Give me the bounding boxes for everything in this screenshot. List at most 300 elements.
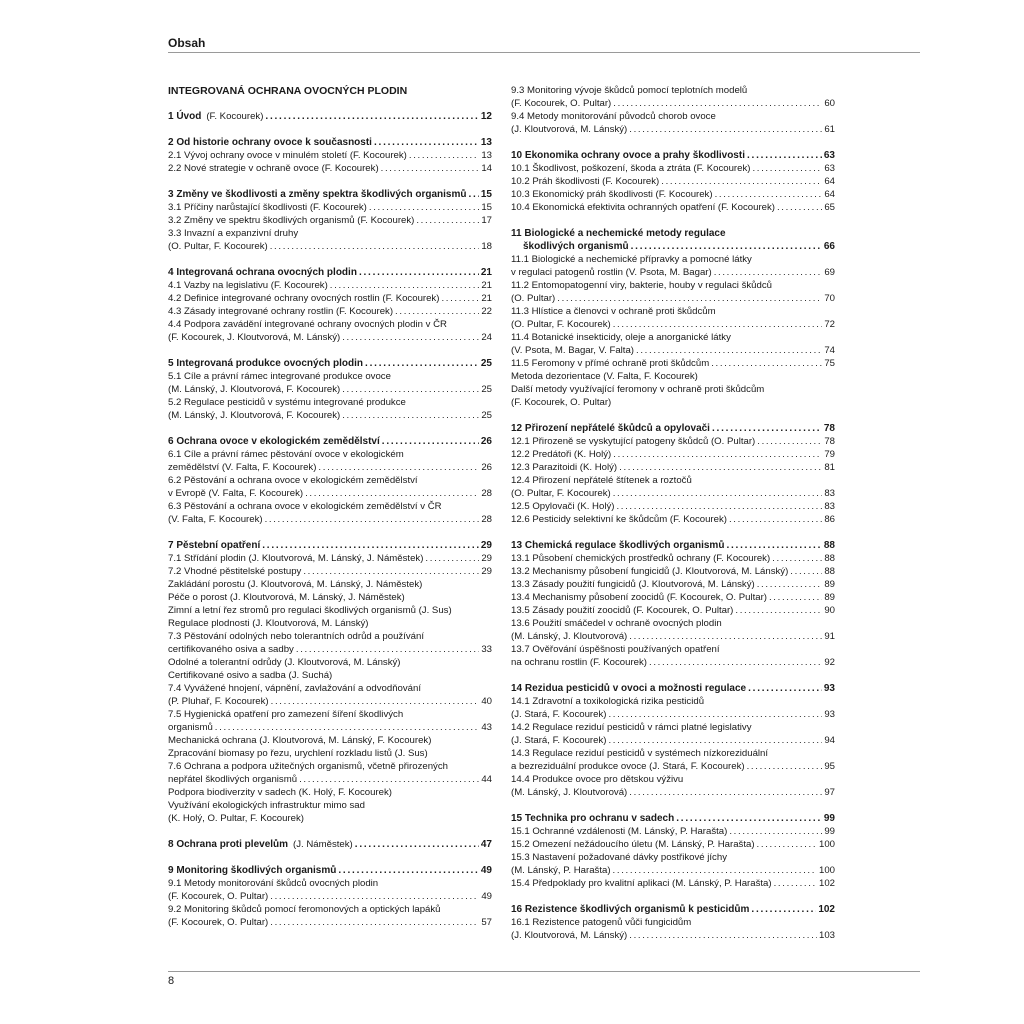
toc-entry [511,474,835,487]
toc-page-number: 12 [480,111,492,122]
toc-entry [511,734,835,747]
toc-entry [511,552,835,565]
toc-page-number: 78 [824,436,835,447]
toc-entry-title: (M. Lánský, J. Kloutvorová) [511,787,628,798]
toc-dot-leader [619,461,822,474]
toc-page-number: 102 [818,904,835,915]
toc-dot-leader [772,552,822,565]
toc-entry-title: (F. Kocourek, O. Pultar) [168,891,269,902]
toc-dot-leader [215,721,480,734]
toc-entry [168,734,492,747]
toc-chapter-heading [168,266,492,279]
toc-dot-leader [649,656,822,669]
toc-entry-title: (P. Pluhař, F. Kocourek) [168,696,269,707]
toc-section [168,357,492,422]
toc-entry-title: škodlivých organismů [523,241,629,252]
toc-entry-title: 12.5 Opylovači (K. Holý) [511,501,615,512]
toc-dot-leader [355,838,479,851]
toc-entry [511,864,835,877]
toc-entry-title: v Evropě (V. Falta, F. Kocourek) [168,488,304,499]
toc-page-number: 61 [824,124,835,135]
toc-page-number: 21 [481,293,492,304]
toc-entry-title: 12.6 Pesticidy selektivní ke škůdcům (F. Kocourek) [511,514,727,525]
toc-section [511,682,835,799]
toc-entry-title: (M. Lánský, J. Kloutvorová, F. Kocourek) [168,384,341,395]
toc-entry-title: 9.3 Monitoring vývoje škůdců pomocí teplotních modelů [511,85,748,96]
toc-entry [168,565,492,578]
toc-entry-title: 10.3 Ekonomický práh škodlivosti (F. Kocourek) [511,189,713,200]
toc-section [168,266,492,344]
toc-dot-leader [715,188,823,201]
toc-page-number: 44 [481,774,492,785]
toc-section [168,539,492,825]
toc-entry [168,201,492,214]
toc-entry-title: organismů [168,722,213,733]
toc-entry-title: 4.1 Vazby na legislativu (F. Kocourek) [168,280,328,291]
toc-page-number: 29 [480,540,492,551]
toc-dot-leader [629,123,822,136]
toc-entry [168,305,492,318]
toc-dot-leader [395,305,479,318]
toc-entry-title: 6.1 Cíle a právní rámec pěstování ovoce v ekologickém [168,449,404,460]
toc-entry-title: 11.2 Entomopatogenní viry, bakterie, houby v regulaci škůdců [511,280,772,291]
toc-page-number: 66 [823,241,835,252]
toc-entry [168,448,492,461]
toc-chapter-heading [168,136,492,149]
toc-page-number: 103 [818,930,835,941]
header-rule [168,52,920,53]
toc-entry-title: 14.4 Produkce ovoce pro dětskou výživu [511,774,684,785]
toc-entry [511,162,835,175]
toc-page-number: 22 [481,306,492,317]
toc-entry-title: 3.2 Změny ve spektru škodlivých organismů (F. Kocourek) [168,215,415,226]
toc-entry-title: (M. Lánský, J. Kloutvorová, F. Kocourek) [168,410,341,421]
toc-page-number: 24 [481,332,492,343]
toc-dot-leader [769,591,822,604]
toc-entry-title: Certifikované osivo a sadba (J. Suchá) [168,670,333,681]
toc-dot-leader [777,201,822,214]
toc-page-number: 26 [480,436,492,447]
toc-entry-title: 12.3 Parazitoidi (K. Holý) [511,462,618,473]
toc-dot-leader [425,552,479,565]
toc-entry [511,279,835,292]
toc-chapter-heading [168,188,492,201]
toc-dot-leader [342,331,479,344]
toc-page-number: 13 [481,150,492,161]
toc-entry [168,370,492,383]
toc-dot-leader [381,162,480,175]
toc-page-number: 97 [824,787,835,798]
toc-entry [511,305,835,318]
toc-dot-leader [338,864,479,877]
toc-entry [168,656,492,669]
toc-entry [511,578,835,591]
toc-entry-title: Zpracování biomasy po řezu, urychlení rozkladu listů (J. Sus) [168,748,428,759]
toc-entry [168,240,492,253]
toc-entry-title: (M. Lánský, J. Kloutvorová) [511,631,628,642]
toc-entry [511,604,835,617]
toc-chapter-heading [511,149,835,162]
toc-entry [168,903,492,916]
toc-dot-leader [557,292,822,305]
toc-entry-title: (M. Lánský, P. Harašta) [511,865,611,876]
toc-entry-title: 10.2 Práh škodlivosti (F. Kocourek) [511,176,660,187]
document-title: INTEGROVANÁ OCHRANA OVOCNÝCH PLODIN [168,85,408,97]
toc-entry-title: Podpora biodiverzity v sadech (K. Holý, F. Kocourek) [168,787,392,798]
toc-section [168,188,492,253]
running-header: Obsah [168,36,206,50]
toc-entry-title: 7.2 Vhodné pěstitelské postupy [168,566,302,577]
toc-entry [168,669,492,682]
toc-entry [168,552,492,565]
toc-page-number: 99 [823,813,835,824]
toc-entry-title: 3.1 Příčiny narůstající škodlivosti (F. Kocourek) [168,202,367,213]
toc-entry [168,799,492,812]
toc-entry-title: (O. Pultar, F. Kocourek) [511,319,611,330]
toc-entry-title: 2.1 Vývoj ochrany ovoce v minulém století (F. Kocourek) [168,150,407,161]
toc-entry [168,747,492,760]
toc-entry-title: 7.5 Hygienická opatření pro zamezení šíření škodlivých [168,709,404,720]
toc-entry-title: (O. Pultar) [511,293,556,304]
toc-entry-title: (J. Stará, F. Kocourek) [511,735,607,746]
toc-dot-leader [636,344,822,357]
toc-page-number: 89 [824,579,835,590]
toc-entry-title: Odolné a tolerantní odrůdy (J. Kloutvorová, M. Lánský) [168,657,401,668]
toc-entry [168,721,492,734]
toc-entry [511,253,835,266]
toc-dot-leader [747,760,823,773]
toc-entry [168,279,492,292]
toc-dot-leader [265,513,480,526]
toc-column-left [168,110,492,942]
toc-entry [168,409,492,422]
toc-page-number: 95 [824,761,835,772]
toc-page-number: 60 [824,98,835,109]
toc-page-number: 70 [824,293,835,304]
toc-page-number: 40 [481,696,492,707]
toc-dot-leader [409,149,479,162]
toc-entry [168,149,492,162]
toc-entry [168,227,492,240]
toc-dot-leader [416,214,479,227]
toc-page-number: 13 [480,137,492,148]
toc-entry-title: nepřátel škodlivých organismů [168,774,298,785]
toc-entry-title: 6 Ochrana ovoce v ekologickém zemědělství [168,436,380,447]
toc-entry-title: 6.3 Pěstování a ochrana ovoce v ekologickém zemědělství v ČR [168,501,442,512]
toc-entry-title: 14 Rezidua pesticidů v ovoci a možnosti regulace [511,683,747,694]
toc-dot-leader [342,383,479,396]
toc-entry-title: 10.4 Ekonomická efektivita ochranných opatření (F. Kocourek) [511,202,775,213]
toc-entry [511,188,835,201]
toc-entry-title: 14.2 Regulace reziduí pesticidů v rámci platné legislativy [511,722,752,733]
toc-entry-title: 13.7 Ověřování úspěšnosti používaných opatření [511,644,720,655]
toc-entry [168,383,492,396]
toc-entry-title: Využívání ekologických infrastruktur mimo sad [168,800,365,811]
toc-dot-leader [359,266,479,279]
toc-chapter-heading [168,539,492,552]
toc-entry [511,357,835,370]
toc-page-number: 49 [481,891,492,902]
toc-dot-leader [757,435,822,448]
toc-page-number: 25 [480,358,492,369]
toc-entry [511,292,835,305]
toc-entry [511,84,835,97]
toc-entry-title: 5.1 Cíle a právní rámec integrované produkce ovoce [168,371,391,382]
toc-entry-title: 7 Pěstební opatření [168,540,261,551]
toc-entry [168,591,492,604]
toc-section [511,812,835,890]
toc-dot-leader [382,435,479,448]
toc-entry-title: 7.1 Střídání plodin (J. Kloutvorová, M. Lánský, J. Náměstek) [168,553,424,564]
toc-section [168,864,492,929]
toc-page-number: 15 [481,202,492,213]
toc-entry-title: Další metody využívající feromony v ochraně proti škůdcům [511,384,765,395]
toc-entry-title: (J. Kloutvorová, M. Lánský) [511,930,628,941]
toc-entry-title: 13.4 Mechanismy působení zoocidů (F. Kocourek, O. Pultar) [511,592,767,603]
toc-page-number: 33 [481,644,492,655]
toc-page-number: 69 [824,267,835,278]
toc-entry-title: 3.3 Invazní a expanzivní druhy [168,228,299,239]
toc-entry-title: zemědělství (V. Falta, F. Kocourek) [168,462,317,473]
toc-entry [511,721,835,734]
toc-entry-title: 13 Chemická regulace škodlivých organismů [511,540,725,551]
toc-entry-title: (F. Kocourek, O. Pultar) [511,397,612,408]
toc-page-number: 90 [824,605,835,616]
toc-dot-leader [318,461,479,474]
toc-entry-title: 14.1 Zdravotní a toxikologická rizika pesticidů [511,696,705,707]
toc-entry-title: 9 Monitoring škodlivých organismů [168,865,337,876]
toc-dot-leader [270,916,479,929]
toc-page-number: 88 [823,540,835,551]
toc-entry [511,435,835,448]
toc-entry [168,578,492,591]
toc-dot-leader [751,903,816,916]
toc-entry-title: (F. Kocourek, J. Kloutvorová, M. Lánský) [168,332,341,343]
toc-section [511,539,835,669]
toc-entry [168,474,492,487]
toc-chapter-heading [511,422,835,435]
toc-page-number: 86 [824,514,835,525]
toc-chapter-heading [168,838,492,851]
toc-entry [168,890,492,903]
toc-entry-title: (O. Pultar, F. Kocourek) [511,488,611,499]
toc-entry [168,331,492,344]
toc-entry [168,487,492,500]
toc-entry [168,292,492,305]
toc-entry [168,773,492,786]
toc-entry [168,786,492,799]
toc-dot-leader [296,643,479,656]
toc-section [511,422,835,526]
toc-dot-leader [790,565,822,578]
toc-page-number: 74 [824,345,835,356]
toc-entry [168,695,492,708]
toc-chapter-heading [511,240,835,253]
toc-dot-leader [270,890,479,903]
toc-entry-title: 12.1 Přirozeně se vyskytující patogeny škůdců (O. Pultar) [511,436,756,447]
toc-entry-title: (J. Kloutvorová, M. Lánský) [511,124,628,135]
toc-dot-leader [774,877,817,890]
toc-entry-title: 15.4 Předpoklady pro kvalitní aplikaci (M. Lánský, P. Harašta) [511,878,772,889]
toc-entry-title: 13.2 Mechanismy působení fungicidů (J. Kloutvorová, M. Lánský) [511,566,789,577]
toc-entry [168,643,492,656]
toc-entry-title: 12.4 Přirození nepřátelé štítenek a roztočů [511,475,692,486]
toc-page-number: 102 [818,878,835,889]
toc-dot-leader [726,539,821,552]
toc-entry-title: 15.3 Nastavení požadované dávky postřikové jíchy [511,852,727,863]
toc-entry-title: (F. Kocourek, O. Pultar) [168,917,269,928]
toc-dot-leader [262,539,479,552]
toc-dot-leader [613,97,822,110]
toc-dot-leader [330,279,480,292]
toc-page-number: 83 [824,488,835,499]
toc-page-number: 65 [824,202,835,213]
toc-dot-leader [613,318,823,331]
toc-entry-title: 11 Biologické a nechemické metody regulace [511,228,726,239]
toc-page-number: 57 [481,917,492,928]
toc-entry-title: 12 Přirození nepřátelé škůdců a opylovači [511,423,710,434]
toc-page-number: 47 [480,839,492,850]
toc-dot-leader [608,708,822,721]
toc-entry-title: 7.4 Vyvážené hnojení, vápnění, zavlažování a odvodňování [168,683,421,694]
toc-entry [511,201,835,214]
toc-page-number: 81 [824,462,835,473]
toc-section [168,435,492,526]
toc-dot-leader [265,110,478,123]
toc-page-number: 89 [824,592,835,603]
toc-entry [511,565,835,578]
toc-entry [511,656,835,669]
toc-entry-title: 1 Úvod [168,111,202,122]
toc-dot-leader [712,422,822,435]
toc-entry-title: (O. Pultar, F. Kocourek) [168,241,268,252]
toc-entry-title: (J. Stará, F. Kocourek) [511,709,607,720]
toc-entry [511,500,835,513]
toc-page-number: 25 [481,410,492,421]
toc-page-number: 64 [824,189,835,200]
toc-entry [511,318,835,331]
toc-entry-title: 15.1 Ochranné vzdálenosti (M. Lánský, P. Harašta) [511,826,728,837]
toc-column-right [511,84,835,955]
toc-dot-leader [757,578,823,591]
toc-entry-title: 11.1 Biologické a nechemické přípravky a pomocné látky [511,254,752,265]
toc-entry [511,344,835,357]
toc-entry [511,461,835,474]
toc-entry [511,123,835,136]
toc-entry [168,708,492,721]
toc-dot-leader [271,695,480,708]
toc-entry-title: 5 Integrovaná produkce ovocných plodin [168,358,364,369]
toc-entry [511,630,835,643]
toc-entry [511,643,835,656]
toc-entry [511,487,835,500]
toc-entry-title: 4.2 Definice integrované ochrany ovocných rostlin (F. Kocourek) [168,293,440,304]
toc-entry-title: certifikovaného osiva a sadby [168,644,294,655]
toc-page-number: 63 [824,163,835,174]
toc-entry [168,760,492,773]
toc-entry-title: 11.5 Feromony v přímé ochraně proti škůdcům [511,358,710,369]
toc-entry [511,695,835,708]
toc-entry [511,591,835,604]
toc-entry-title: Zimní a letní řez stromů pro regulaci škodlivých organismů (J. Sus) [168,605,452,616]
toc-page-number: 64 [824,176,835,187]
toc-entry-title: 9.2 Monitoring škůdců pomocí feromonových a optických lapáků [168,904,441,915]
toc-entry-title: 4.3 Zásady integrované ochrany rostlin (F. Kocourek) [168,306,394,317]
toc-entry [511,825,835,838]
toc-entry [168,604,492,617]
toc-dot-leader [629,929,817,942]
toc-entry [511,383,835,396]
toc-page-number: 78 [823,423,835,434]
toc-dot-leader [342,409,479,422]
toc-entry [511,266,835,279]
toc-entry-title: Metoda dezorientace (V. Falta, F. Kocourek) [511,371,698,382]
toc-entry [511,175,835,188]
toc-entry [511,877,835,890]
toc-page-number: 29 [481,566,492,577]
toc-chapter-heading [168,864,492,877]
toc-entry [168,214,492,227]
toc-dot-leader [629,630,822,643]
toc-entry-title: 16.1 Rezistence patogenů vůči fungicidům [511,917,692,928]
toc-entry-title: 12.2 Predátoři (K. Holý) [511,449,612,460]
toc-dot-leader [305,487,479,500]
toc-dot-leader [748,682,822,695]
toc-section [168,838,492,851]
toc-dot-leader [676,812,822,825]
toc-section [511,84,835,136]
toc-entry [511,513,835,526]
toc-chapter-heading [168,435,492,448]
toc-page-number: 88 [824,553,835,564]
toc-page-number: 93 [824,709,835,720]
toc-dot-leader [616,500,822,513]
toc-entry [511,448,835,461]
toc-entry-title: 10.1 Škodlivost, poškození, škoda a ztráta (F. Kocourek) [511,163,751,174]
toc-dot-leader [631,240,822,253]
toc-dot-leader [735,604,822,617]
toc-entry [511,747,835,760]
toc-entry [168,162,492,175]
toc-page-number: 93 [823,683,835,694]
toc-dot-leader [747,149,822,162]
toc-entry [511,838,835,851]
toc-entry-title: 13.3 Zásady použití fungicidů (J. Kloutvorová, M. Lánský) [511,579,755,590]
toc-entry-author: (J. Náměstek) [293,839,353,850]
toc-entry-title: 11.3 Hlístice a členovci v ochraně proti škůdcům [511,306,716,317]
toc-page-number: 83 [824,501,835,512]
toc-entry [168,916,492,929]
toc-entry [168,318,492,331]
toc-page-number: 28 [481,488,492,499]
toc-dot-leader [711,357,822,370]
toc-entry-title: 14.3 Regulace reziduí pesticidů v systémech nízkoreziduální [511,748,769,759]
toc-entry [168,682,492,695]
toc-chapter-heading [511,227,835,240]
toc-chapter-heading [511,903,835,916]
toc-chapter-heading [168,357,492,370]
toc-dot-leader [613,864,817,877]
toc-entry [511,929,835,942]
toc-dot-leader [369,201,479,214]
toc-dot-leader [613,448,822,461]
toc-entry-title: 11.4 Botanické insekticidy, oleje a anorganické látky [511,332,731,343]
toc-entry-title: 16 Rezistence škodlivých organismů k pesticidům [511,904,750,915]
toc-entry [511,97,835,110]
toc-entry-title: 13.5 Zásady použití zoocidů (F. Kocourek, O. Pultar) [511,605,734,616]
toc-page-number: 92 [824,657,835,668]
toc-entry-title: (V. Falta, F. Kocourek) [168,514,263,525]
